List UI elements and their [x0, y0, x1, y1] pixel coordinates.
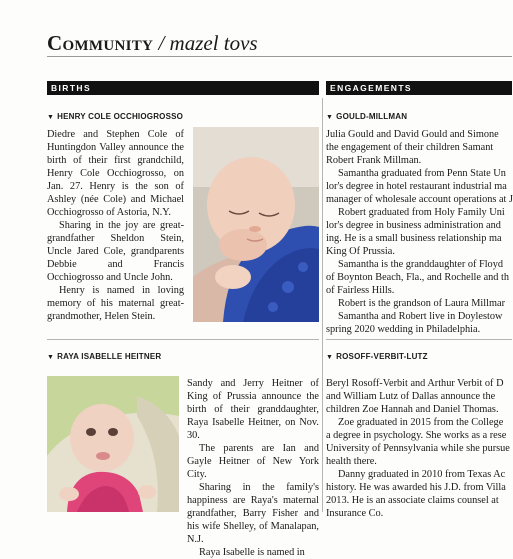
text-line: Insurance Co. — [326, 508, 384, 519]
text-line: Samantha and Robert live in Doylestow — [338, 311, 503, 322]
section-name: Community — [47, 31, 154, 55]
column-divider — [322, 98, 323, 512]
text-line: Beryl Rosoff-Verbit and Arthur Verbit of D — [326, 378, 504, 389]
paragraph: Henry is named in loving memory of his maternal great-grandmother, Helen Stein. — [47, 285, 184, 322]
text-line: the engagement of their children Samant — [326, 142, 494, 153]
text-line: Robert is the grandson of Laura Millmar — [338, 298, 505, 309]
text-line: manager of wholesale account operations at J — [326, 194, 513, 205]
births-divider — [47, 339, 319, 340]
text-line: Julia Gould and David Gould and Simone — [326, 129, 499, 140]
text-line: Robert Frank Millman. — [326, 155, 422, 166]
text-line: of Boynton Beach, Fla., and Rochelle and th — [326, 272, 510, 283]
engagement-text-1 — [326, 128, 512, 336]
birth-heading-2 — [47, 351, 161, 363]
triangle-down-icon: ▼ — [47, 354, 55, 361]
text-line: Zoe graduated in 2015 from the College — [338, 417, 504, 428]
text-line: Samantha graduated from Penn State Un — [338, 168, 506, 179]
engagements-bar: ENGAGEMENTS — [326, 81, 512, 95]
birth-heading-text: RAYA ISABELLE HEITNER — [57, 352, 162, 361]
triangle-down-icon: ▼ — [326, 114, 334, 121]
text-line: Danny graduated in 2010 from Texas Ac — [338, 469, 506, 480]
text-line: lor's degree in hotel restaurant industrial ma — [326, 181, 507, 192]
text-line: spring 2020 wedding in Philadelphia. — [326, 324, 481, 335]
triangle-down-icon: ▼ — [326, 354, 334, 361]
paragraph: Sandy and Jerry Heitner of King of Prussia announce the birth of their granddaughter, Raya Isabelle Heitner, on Nov. 30. — [187, 378, 319, 441]
paragraph: Diedre and Stephen Cole of Huntingdon Valley announce the birth of their first grandchild, Henry Cole Occhiogrosso, on Jan. 27. Henry is the son of Ashley (née Cole) and Michael Occhiogrosso of Astoria, N.Y. — [47, 129, 184, 218]
birth-text-1 — [47, 128, 184, 324]
section-subtitle: / mazel tovs — [153, 31, 258, 55]
text-line: history. He was awarded his J.D. from Villa — [326, 482, 506, 493]
text-line: 2013. He is an associate claims counsel at — [326, 495, 499, 506]
text-line: lor's degree in business administration and — [326, 220, 501, 231]
text-line: children Zoe Hannah and Daniel Thomas. — [326, 404, 499, 415]
paragraph: Sharing in the joy are great-grandfather Sheldon Stein, Uncle Jared Cole, grandparents Debbie and Francis Occhiogrosso and Uncle John. — [47, 220, 184, 283]
birth-text-2 — [187, 377, 319, 558]
text-line: King Of Prussia. — [326, 246, 395, 257]
title-rule — [47, 56, 512, 57]
paragraph: Sharing in the family's happiness are Raya's maternal grandfather, Barry Fisher and his wife Shelley, of Manalapan, N.J. — [187, 482, 319, 545]
text-line: ing. He is a small business relationship ma — [326, 233, 502, 244]
engagement-heading-2 — [326, 351, 428, 363]
text-line: Samantha is the granddaughter of Floyd — [338, 259, 504, 270]
birth-heading-1 — [47, 111, 183, 123]
paragraph: Raya Isabelle is named in — [199, 547, 305, 558]
engagement-heading-text: GOULD-MILLMAN — [336, 112, 408, 121]
section-title — [47, 30, 258, 56]
triangle-down-icon: ▼ — [47, 114, 55, 121]
text-line: University of Pennsylvania while she pursue — [326, 443, 510, 454]
birth-heading-text: HENRY COLE OCCHIOGROSSO — [57, 112, 184, 121]
text-line: and William Lutz of Dallas announce the — [326, 391, 496, 402]
text-line: a degree in psychology. She works as a rese — [326, 430, 507, 441]
engagements-divider — [326, 339, 512, 340]
text-line: health there. — [326, 456, 377, 467]
baby-photo-raya — [47, 376, 179, 512]
engagement-heading-text: ROSOFF-VERBIT-LUTZ — [336, 352, 428, 361]
text-line: of Fairless Hills. — [326, 285, 395, 296]
text-line: Robert graduated from Holy Family Uni — [338, 207, 505, 218]
baby-photo-henry — [193, 127, 319, 322]
engagement-heading-1 — [326, 111, 407, 123]
paragraph: The parents are Ian and Gayle Heitner of New York City. — [187, 443, 319, 480]
engagement-text-2 — [326, 377, 512, 519]
births-bar: BIRTHS — [47, 81, 319, 95]
